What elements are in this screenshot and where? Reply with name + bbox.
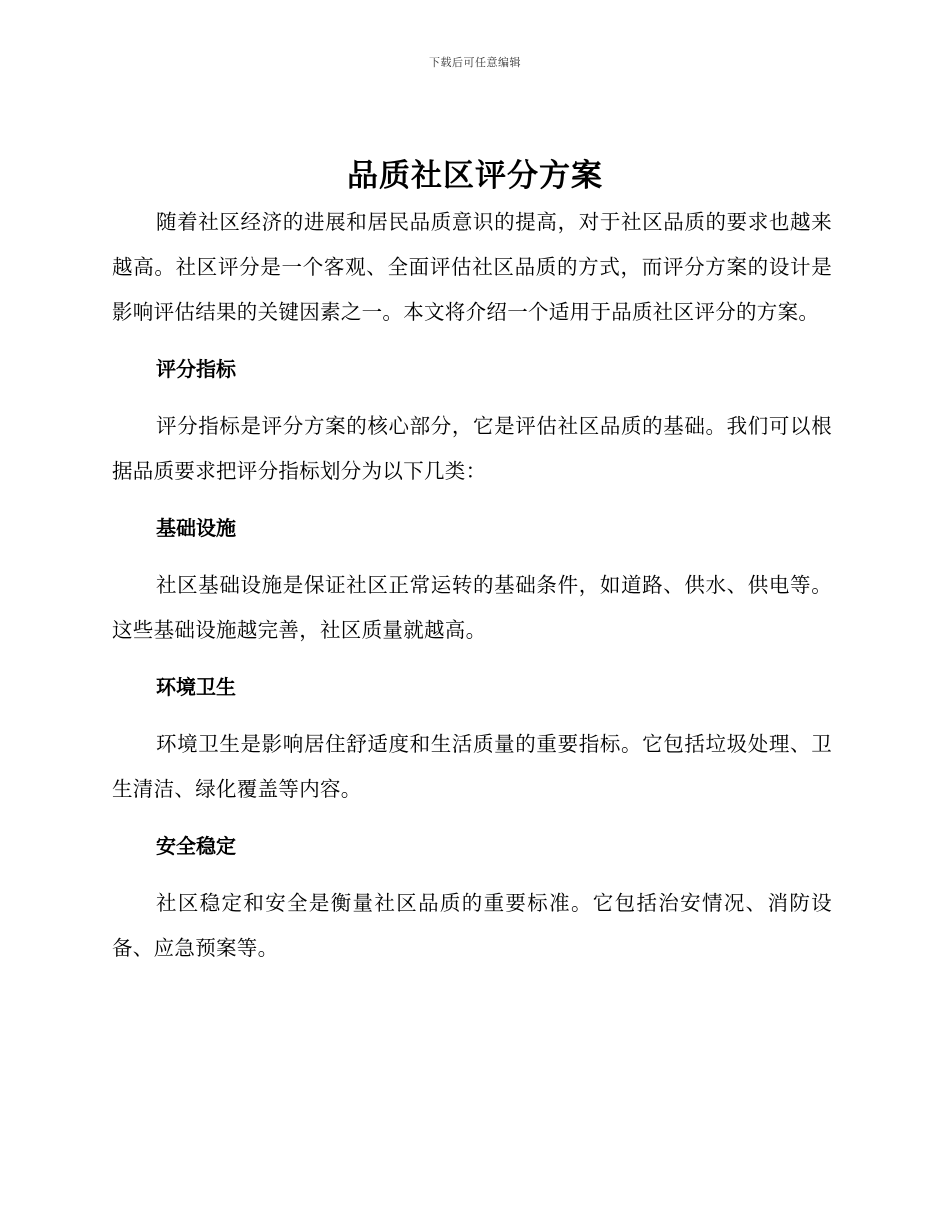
- intro-paragraph: 随着社区经济的进展和居民品质意识的提高，对于社区品质的要求也越来越高。社区评分是一个客观、全面评估社区品质的方式，而评分方案的设计是影响评估结果的关键因素之一。本文将介绍一个适用于品质社区评分的方案。: [112, 210, 832, 324]
- section-heading-infrastructure: 基础设施: [156, 516, 236, 540]
- section-body-safety: 社区稳定和安全是衡量社区品质的重要标准。它包括治安情况、消防设备、应急预案等。: [112, 891, 832, 960]
- document-body: [112, 200, 832, 971]
- section-body-environment: 环境卫生是影响居住舒适度和生活质量的重要指标。它包括垃圾处理、卫生清洁、绿化覆盖等内容。: [112, 732, 832, 801]
- header-note: 下载后可任意编辑: [429, 56, 521, 69]
- section-body-scoring-indicators: 评分指标是评分方案的核心部分，它是评估社区品质的基础。我们可以根据品质要求把评分指标划分为以下几类：: [112, 414, 832, 483]
- document-title: 品质社区评分方案: [347, 158, 603, 194]
- section-body-infrastructure: 社区基础设施是保证社区正常运转的基础条件，如道路、供水、供电等。这些基础设施越完善，社区质量就越高。: [112, 573, 832, 642]
- section-heading-safety: 安全稳定: [156, 834, 236, 858]
- section-heading-scoring-indicators: 评分指标: [156, 357, 236, 381]
- section-heading-environment: 环境卫生: [156, 675, 236, 699]
